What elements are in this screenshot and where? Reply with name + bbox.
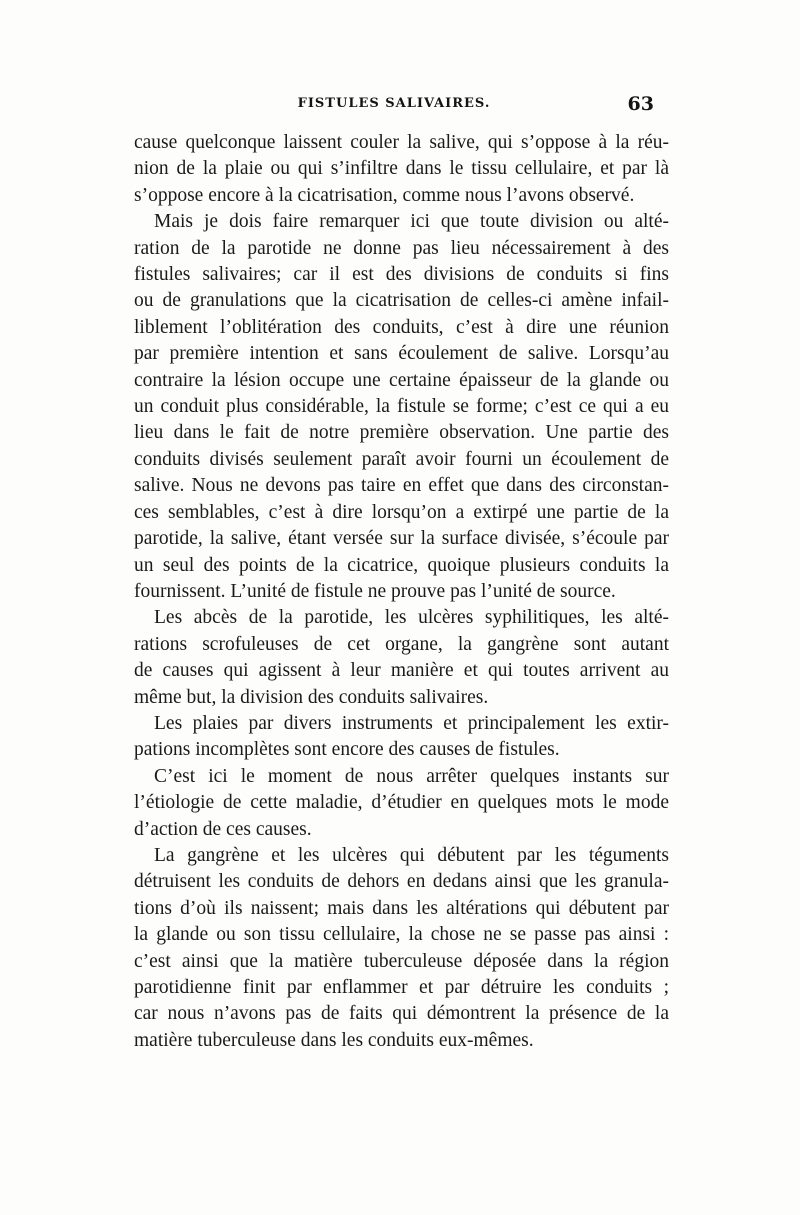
text-line: détruisent les conduits de dehors en dedans ainsi que les granula- bbox=[134, 871, 669, 893]
text-line: salive. Nous ne devons pas taire en effet que dans des circonstan- bbox=[134, 475, 669, 497]
paragraph bbox=[134, 209, 669, 605]
paragraph bbox=[134, 764, 669, 843]
page-number: 63 bbox=[627, 93, 654, 115]
text-line: C’est ici le moment de nous arrêter quelques instants sur bbox=[154, 765, 669, 787]
text-line: pations incomplètes sont encore des causes de fistules. bbox=[134, 739, 560, 761]
text-line: parotidienne finit par enflammer et par détruire les conduits ; bbox=[134, 977, 669, 998]
text-line: conduits divisés seulement paraît avoir fourni un écoulement de bbox=[134, 448, 669, 470]
text-line: même but, la division des conduits salivaires. bbox=[134, 686, 489, 708]
text-line: de causes qui agissent à leur manière et qui toutes arrivent au bbox=[134, 660, 669, 682]
text-line: nion de la plaie ou qui s’infiltre dans le tissu cellulaire, et par là bbox=[134, 158, 669, 180]
paragraph bbox=[134, 843, 669, 1054]
body-text bbox=[134, 130, 669, 1054]
text-line: lieu dans le fait de notre première observation. Une partie des bbox=[134, 422, 669, 444]
text-line: l’étiologie de cette maladie, d’étudier en quelques mots le mode bbox=[134, 792, 669, 814]
text-line: La gangrène et les ulcères qui débutent par les téguments bbox=[154, 844, 669, 866]
text-line: rations scrofuleuses de cet organe, la gangrène sont autant bbox=[134, 633, 669, 655]
text-line: Les plaies par divers instruments et principalement les extir- bbox=[154, 712, 669, 734]
text-line: s’oppose encore à la cicatrisation, comme nous l’avons observé. bbox=[134, 184, 635, 206]
text-line: cause quelconque laissent couler la salive, qui s’oppose à la réu- bbox=[134, 132, 669, 153]
running-title: FISTULES SALIVAIRES. bbox=[297, 96, 491, 111]
text-line: car nous n’avons pas de faits qui démontrent la présence de la bbox=[134, 1003, 669, 1025]
text-line: c’est ainsi que la matière tuberculeuse déposée dans la région bbox=[134, 950, 669, 972]
paragraph bbox=[134, 605, 669, 711]
text-line: ces semblables, c’est à dire lorsqu’on a extirpé une partie de la bbox=[134, 501, 669, 523]
text-line: matière tuberculeuse dans les conduits eux-mêmes. bbox=[134, 1029, 534, 1051]
text-line: un conduit plus considérable, la fistule se forme; c’est ce qui a eu bbox=[134, 396, 669, 418]
text-line: fistules salivaires; car il est des divisions de conduits si fins bbox=[134, 264, 669, 286]
text-line: ou de granulations que la cicatrisation de celles-ci amène infail- bbox=[134, 290, 669, 312]
text-line: contraire la lésion occupe une certaine épaisseur de la glande ou bbox=[134, 369, 669, 391]
text-line: fournissent. L’unité de fistule ne prouve pas l’unité de source. bbox=[134, 580, 616, 602]
text-line: par première intention et sans écoulement de salive. Lorsqu’au bbox=[134, 343, 669, 365]
text-line: Les abcès de la parotide, les ulcères syphilitiques, les alté- bbox=[154, 607, 669, 629]
paragraph bbox=[134, 711, 669, 764]
text-line: tions d’où ils naissent; mais dans les altérations qui débutent par bbox=[134, 897, 669, 919]
running-header bbox=[134, 93, 654, 120]
paragraph bbox=[134, 130, 669, 209]
text-line: Mais je dois faire remarquer ici que toute division ou alté- bbox=[154, 211, 669, 233]
text-line: un seul des points de la cicatrice, quoique plusieurs conduits la bbox=[134, 554, 669, 576]
text-line: d’action de ces causes. bbox=[134, 818, 312, 840]
text-line: la glande ou son tissu cellulaire, la chose ne se passe pas ainsi : bbox=[134, 924, 669, 946]
text-line: liblement l’oblitération des conduits, c’est à dire une réunion bbox=[134, 316, 669, 338]
text-line: parotide, la salive, étant versée sur la surface divisée, s’écoule par bbox=[134, 528, 669, 550]
text-line: ration de la parotide ne donne pas lieu nécessairement à des bbox=[134, 237, 669, 259]
